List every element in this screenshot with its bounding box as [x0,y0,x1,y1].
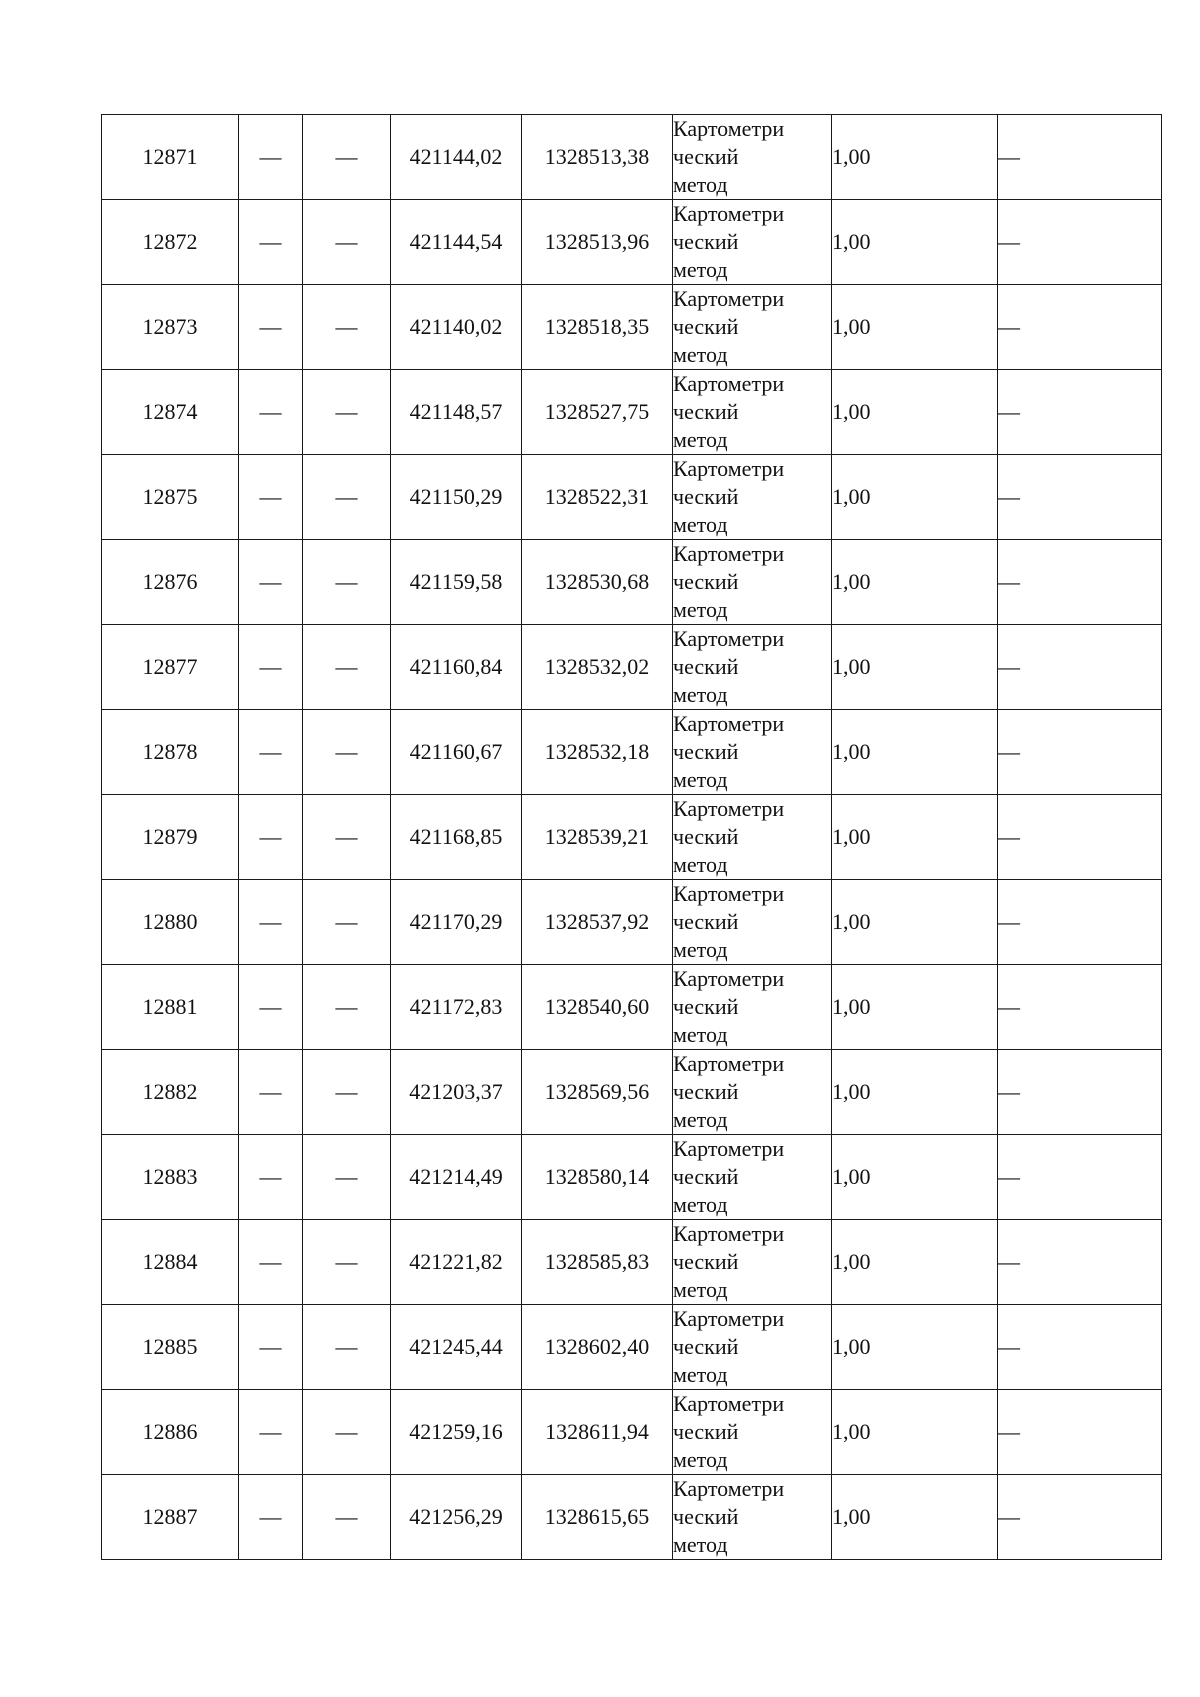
x-coordinate-cell: 421170,29 [391,880,522,965]
description-cell: — [998,540,1162,625]
point-number-cell: 12887 [102,1475,239,1560]
description-cell: — [998,370,1162,455]
empty-value-cell: — [239,540,303,625]
point-number-cell: 12878 [102,710,239,795]
table-row [102,1305,1162,1390]
point-number-cell: 12885 [102,1305,239,1390]
y-coordinate-cell: 1328611,94 [522,1390,673,1475]
table-row [102,1050,1162,1135]
x-coordinate-cell: 421159,58 [391,540,522,625]
empty-value-cell: — [239,880,303,965]
coordinates-table [101,114,1162,1560]
method-cell: Картометри ческий метод [673,1305,832,1390]
empty-value-cell: — [303,1390,391,1475]
empty-value-cell: — [303,1050,391,1135]
y-coordinate-cell: 1328513,96 [522,200,673,285]
table-row [102,370,1162,455]
y-coordinate-cell: 1328532,18 [522,710,673,795]
y-coordinate-cell: 1328537,92 [522,880,673,965]
empty-value-cell: — [303,1475,391,1560]
x-coordinate-cell: 421144,54 [391,200,522,285]
table-row [102,1220,1162,1305]
empty-value-cell: — [239,625,303,710]
empty-value-cell: — [303,455,391,540]
empty-value-cell: — [303,540,391,625]
y-coordinate-cell: 1328527,75 [522,370,673,455]
x-coordinate-cell: 421245,44 [391,1305,522,1390]
x-coordinate-cell: 421259,16 [391,1390,522,1475]
point-number-cell: 12879 [102,795,239,880]
x-coordinate-cell: 421160,84 [391,625,522,710]
point-number-cell: 12886 [102,1390,239,1475]
empty-value-cell: — [303,115,391,200]
empty-value-cell: — [239,710,303,795]
x-coordinate-cell: 421214,49 [391,1135,522,1220]
empty-value-cell: — [239,1135,303,1220]
accuracy-cell: 1,00 [832,1305,998,1390]
empty-value-cell: — [239,285,303,370]
method-cell: Картометри ческий метод [673,455,832,540]
point-number-cell: 12877 [102,625,239,710]
accuracy-cell: 1,00 [832,625,998,710]
method-cell: Картометри ческий метод [673,285,832,370]
description-cell: — [998,625,1162,710]
accuracy-cell: 1,00 [832,370,998,455]
accuracy-cell: 1,00 [832,710,998,795]
description-cell: — [998,1135,1162,1220]
empty-value-cell: — [239,1220,303,1305]
x-coordinate-cell: 421140,02 [391,285,522,370]
y-coordinate-cell: 1328585,83 [522,1220,673,1305]
method-cell: Картометри ческий метод [673,880,832,965]
point-number-cell: 12880 [102,880,239,965]
x-coordinate-cell: 421168,85 [391,795,522,880]
method-cell: Картометри ческий метод [673,115,832,200]
method-cell: Картометри ческий метод [673,1475,832,1560]
point-number-cell: 12873 [102,285,239,370]
table-row [102,710,1162,795]
y-coordinate-cell: 1328532,02 [522,625,673,710]
table-row [102,455,1162,540]
description-cell: — [998,115,1162,200]
accuracy-cell: 1,00 [832,880,998,965]
method-cell: Картометри ческий метод [673,1135,832,1220]
y-coordinate-cell: 1328540,60 [522,965,673,1050]
empty-value-cell: — [303,1135,391,1220]
y-coordinate-cell: 1328513,38 [522,115,673,200]
accuracy-cell: 1,00 [832,1135,998,1220]
empty-value-cell: — [239,1390,303,1475]
table-row [102,115,1162,200]
point-number-cell: 12883 [102,1135,239,1220]
method-cell: Картометри ческий метод [673,540,832,625]
empty-value-cell: — [303,285,391,370]
y-coordinate-cell: 1328569,56 [522,1050,673,1135]
x-coordinate-cell: 421148,57 [391,370,522,455]
description-cell: — [998,1220,1162,1305]
description-cell: — [998,1475,1162,1560]
y-coordinate-cell: 1328530,68 [522,540,673,625]
description-cell: — [998,285,1162,370]
x-coordinate-cell: 421172,83 [391,965,522,1050]
empty-value-cell: — [303,200,391,285]
point-number-cell: 12884 [102,1220,239,1305]
empty-value-cell: — [303,625,391,710]
method-cell: Картометри ческий метод [673,370,832,455]
method-cell: Картометри ческий метод [673,965,832,1050]
empty-value-cell: — [303,1305,391,1390]
method-cell: Картометри ческий метод [673,795,832,880]
empty-value-cell: — [239,1305,303,1390]
empty-value-cell: — [239,795,303,880]
accuracy-cell: 1,00 [832,1220,998,1305]
method-cell: Картометри ческий метод [673,710,832,795]
table-row [102,880,1162,965]
description-cell: — [998,795,1162,880]
accuracy-cell: 1,00 [832,965,998,1050]
accuracy-cell: 1,00 [832,1050,998,1135]
description-cell: — [998,965,1162,1050]
x-coordinate-cell: 421221,82 [391,1220,522,1305]
point-number-cell: 12876 [102,540,239,625]
accuracy-cell: 1,00 [832,540,998,625]
accuracy-cell: 1,00 [832,1390,998,1475]
point-number-cell: 12874 [102,370,239,455]
empty-value-cell: — [303,880,391,965]
method-cell: Картометри ческий метод [673,1220,832,1305]
empty-value-cell: — [303,370,391,455]
point-number-cell: 12872 [102,200,239,285]
description-cell: — [998,1050,1162,1135]
x-coordinate-cell: 421160,67 [391,710,522,795]
table-row [102,1135,1162,1220]
description-cell: — [998,880,1162,965]
empty-value-cell: — [239,200,303,285]
method-cell: Картометри ческий метод [673,1050,832,1135]
table-row [102,285,1162,370]
empty-value-cell: — [303,965,391,1050]
document-page [101,114,1161,1560]
x-coordinate-cell: 421256,29 [391,1475,522,1560]
table-row [102,540,1162,625]
y-coordinate-cell: 1328539,21 [522,795,673,880]
x-coordinate-cell: 421144,02 [391,115,522,200]
method-cell: Картометри ческий метод [673,200,832,285]
table-row [102,1390,1162,1475]
empty-value-cell: — [303,710,391,795]
accuracy-cell: 1,00 [832,795,998,880]
empty-value-cell: — [239,455,303,540]
empty-value-cell: — [303,1220,391,1305]
point-number-cell: 12882 [102,1050,239,1135]
empty-value-cell: — [303,795,391,880]
empty-value-cell: — [239,1475,303,1560]
description-cell: — [998,1390,1162,1475]
empty-value-cell: — [239,965,303,1050]
y-coordinate-cell: 1328518,35 [522,285,673,370]
accuracy-cell: 1,00 [832,115,998,200]
method-cell: Картометри ческий метод [673,625,832,710]
accuracy-cell: 1,00 [832,1475,998,1560]
point-number-cell: 12875 [102,455,239,540]
table-row [102,965,1162,1050]
empty-value-cell: — [239,1050,303,1135]
table-body [102,115,1162,1560]
empty-value-cell: — [239,370,303,455]
description-cell: — [998,710,1162,795]
description-cell: — [998,455,1162,540]
table-row [102,625,1162,710]
y-coordinate-cell: 1328522,31 [522,455,673,540]
table-row [102,795,1162,880]
empty-value-cell: — [239,115,303,200]
accuracy-cell: 1,00 [832,285,998,370]
point-number-cell: 12871 [102,115,239,200]
accuracy-cell: 1,00 [832,455,998,540]
y-coordinate-cell: 1328602,40 [522,1305,673,1390]
y-coordinate-cell: 1328580,14 [522,1135,673,1220]
description-cell: — [998,1305,1162,1390]
description-cell: — [998,200,1162,285]
table-row [102,200,1162,285]
accuracy-cell: 1,00 [832,200,998,285]
point-number-cell: 12881 [102,965,239,1050]
method-cell: Картометри ческий метод [673,1390,832,1475]
x-coordinate-cell: 421203,37 [391,1050,522,1135]
table-row [102,1475,1162,1560]
y-coordinate-cell: 1328615,65 [522,1475,673,1560]
x-coordinate-cell: 421150,29 [391,455,522,540]
